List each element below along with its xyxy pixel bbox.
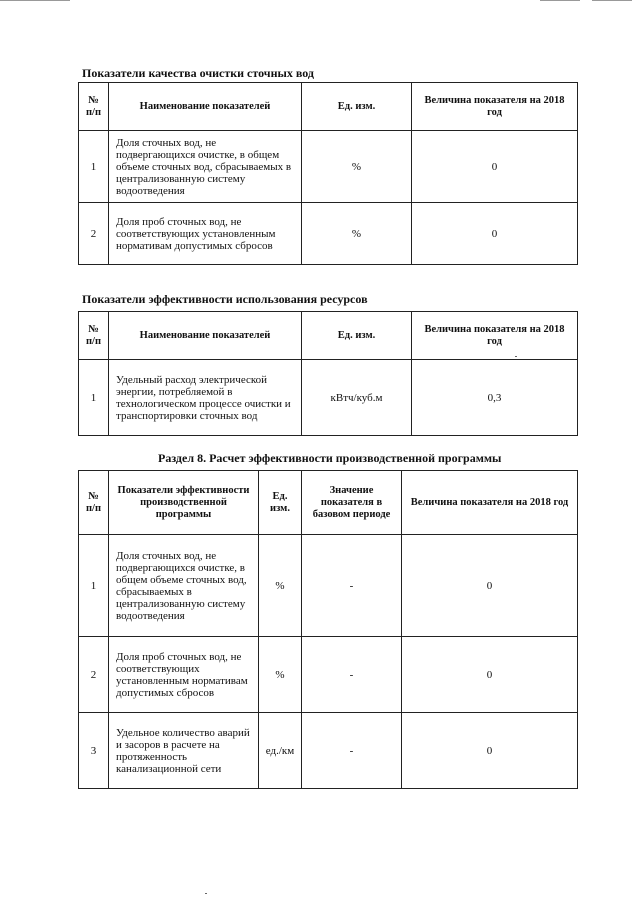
row-name: Доля проб сточных вод, не соответствующих установленным нормативам допустимых сбросов	[109, 637, 259, 713]
col-header-value: Величина показателя на 2018 год	[402, 471, 578, 535]
table-header-row	[79, 312, 578, 360]
row-name: Доля сточных вод, не подвергающихся очистке, в общем объеме сточных вод, сбрасываемых в централизованную систему водоотведения	[109, 535, 259, 637]
row-value: 0	[412, 203, 578, 265]
row-base: -	[302, 713, 402, 789]
row-base: -	[302, 535, 402, 637]
col-header-num: № п/п	[79, 471, 109, 535]
col-header-value: Величина показателя на 2018 год	[412, 83, 578, 131]
row-name: Удельный расход электрической энергии, потребляемой в технологическом процессе очистки и транспортировки сточных вод	[109, 360, 302, 436]
col-header-base: Значение показателя в базовом периоде	[302, 471, 402, 535]
table-header-row	[79, 83, 578, 131]
row-num: 1	[79, 535, 109, 637]
quality-table	[78, 82, 578, 265]
row-value: 0	[402, 637, 578, 713]
row-name: Удельное количество аварий и засоров в расчете на протяженность канализационной сети	[109, 713, 259, 789]
row-unit: %	[302, 203, 412, 265]
row-value: 0	[402, 535, 578, 637]
col-header-unit: Ед. изм.	[302, 83, 412, 131]
col-header-name: Наименование показателей	[109, 83, 302, 131]
col-header-unit: Ед. изм.	[259, 471, 302, 535]
row-unit: %	[259, 535, 302, 637]
table-row	[79, 535, 578, 637]
row-name: Доля сточных вод, не подвергающихся очистке, в общем объеме сточных вод, сбрасываемых в централизованную систему водоотведения	[109, 131, 302, 203]
row-unit: ед./км	[259, 713, 302, 789]
scan-speck	[205, 893, 207, 894]
table-header-row	[79, 471, 578, 535]
resources-table	[78, 311, 578, 436]
table-row	[79, 360, 578, 436]
table-row	[79, 637, 578, 713]
section-title-quality: Показатели качества очистки сточных вод	[82, 66, 314, 80]
row-unit: кВтч/куб.м	[302, 360, 412, 436]
col-header-num: № п/п	[79, 83, 109, 131]
row-value: 0,3	[412, 360, 578, 436]
section-title-resources: Показатели эффективности использования ресурсов	[82, 292, 368, 306]
col-header-num: № п/п	[79, 312, 109, 360]
row-num: 3	[79, 713, 109, 789]
row-num: 1	[79, 131, 109, 203]
row-num: 1	[79, 360, 109, 436]
row-name: Доля проб сточных вод, не соответствующих установленным нормативам допустимых сбросов	[109, 203, 302, 265]
scan-edge-line	[592, 0, 632, 1]
section-title-efficiency: Раздел 8. Расчет эффективности производственной программы	[158, 451, 502, 465]
scan-speck	[515, 356, 517, 357]
col-header-name: Наименование показателей	[109, 312, 302, 360]
table-row	[79, 713, 578, 789]
col-header-value: Величина показателя на 2018 год	[412, 312, 578, 360]
table-row	[79, 131, 578, 203]
scan-edge-line	[0, 0, 70, 1]
scan-edge-line	[540, 0, 580, 1]
efficiency-table	[78, 470, 578, 789]
col-header-unit: Ед. изм.	[302, 312, 412, 360]
row-value: 0	[412, 131, 578, 203]
col-header-name: Показатели эффективности производственной программы	[109, 471, 259, 535]
row-unit: %	[302, 131, 412, 203]
table-row	[79, 203, 578, 265]
row-base: -	[302, 637, 402, 713]
row-num: 2	[79, 203, 109, 265]
row-num: 2	[79, 637, 109, 713]
row-unit: %	[259, 637, 302, 713]
row-value: 0	[402, 713, 578, 789]
